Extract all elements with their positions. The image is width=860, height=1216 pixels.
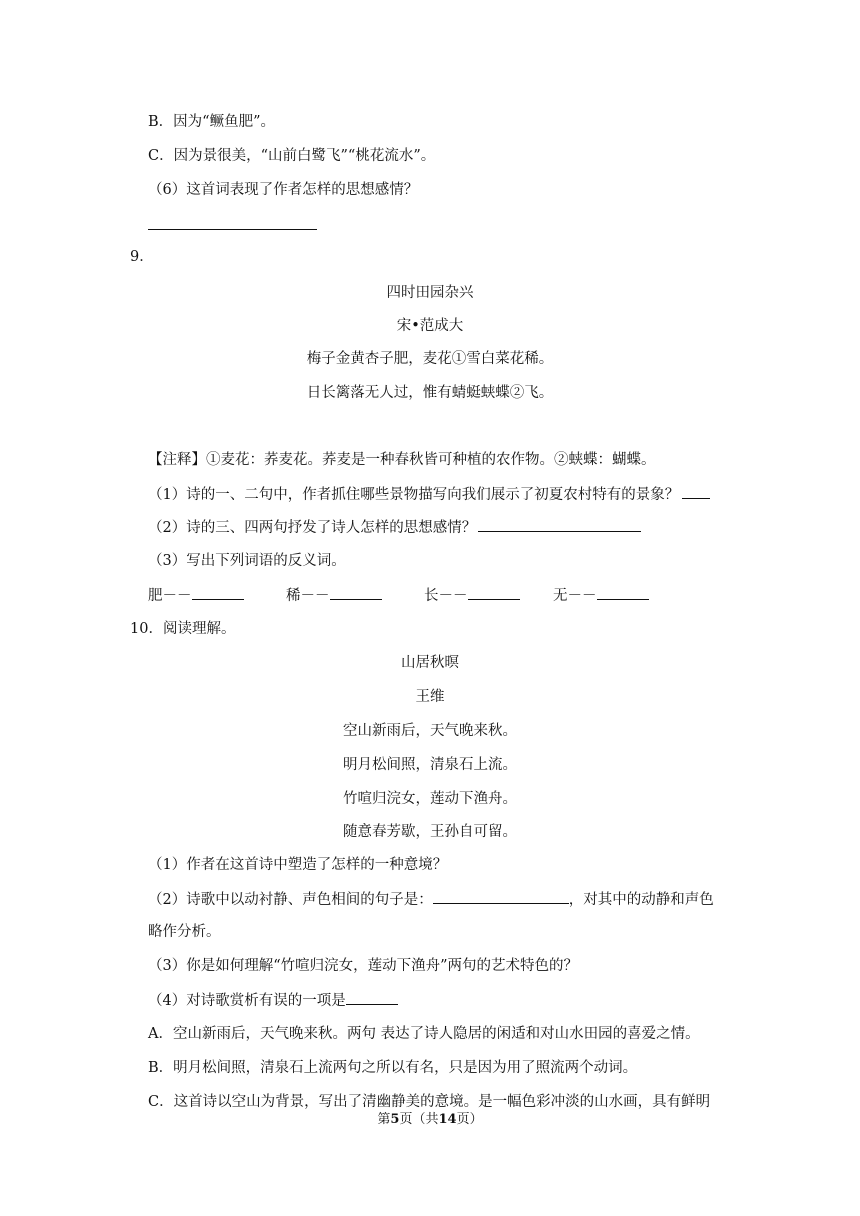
answer-line (148, 229, 317, 230)
question-10-number: 10．阅读理解。 (130, 621, 236, 637)
option-a: A．空山新雨后，天气晚来秋。两句 表达了诗人隐居的闲适和对山水田园的喜爱之情。 (148, 1026, 700, 1042)
poem-line-3: 竹喧归浣女，莲动下渔舟。 (343, 791, 517, 807)
antonym-item (424, 585, 520, 606)
poem-line-4: 随意春芳歇，王孙自可留。 (343, 824, 517, 840)
sub-question-2-text-cont: ，对其中的动静和声色 (568, 892, 714, 908)
sub-question-4-text: （4）对诗歌赏析有误的一项是 (148, 993, 346, 1009)
answer-blank (330, 585, 382, 600)
antonym-item (148, 585, 244, 606)
answer-blank (468, 585, 520, 600)
option-c: C．这首诗以空山为背景，写出了清幽静美的意境。是一幅色彩冲淡的山水画，具有鲜明 (148, 1094, 711, 1110)
poem-line-2: 明月松间照，清泉石上流。 (343, 757, 517, 773)
poem-author: 王维 (415, 689, 445, 705)
option-b: B．因为“鳜鱼肥”。 (148, 114, 275, 130)
sub-question-6: （6）这首词表现了作者怎样的思想感情？ (148, 182, 419, 198)
antonym-label: 肥－－ (148, 588, 192, 604)
poem-note: 【注释】①麦花：荞麦花。荞麦是一种春秋皆可种植的农作物。②蛱蝶：蝴蝶。 (148, 452, 656, 468)
answer-blank (433, 889, 569, 904)
total-pages: 14 (438, 1112, 457, 1127)
footer-pre: 第 (377, 1112, 391, 1127)
answer-blank (346, 990, 398, 1005)
sub-question-3: （3）写出下列词语的反义词。 (148, 553, 346, 569)
sub-question-2-text: （2）诗歌中以动衬静、声色相间的句子是： (148, 892, 433, 908)
poem-title: 山居秋暝 (401, 655, 459, 671)
footer-mid: 页（共 (399, 1112, 439, 1127)
poem-line-2: 日长篱落无人过，惟有蜻蜓蛱蝶②飞。 (306, 385, 554, 401)
option-c: C．因为景很美，“山前白鹭飞”“桃花流水”。 (148, 148, 436, 164)
footer-post: 页） (456, 1112, 483, 1127)
sub-question-4 (148, 990, 398, 1011)
page-footer (0, 1110, 860, 1130)
sub-question-1: （1）作者在这首诗中塑造了怎样的一种意境？ (148, 857, 448, 873)
question-9-number: 9． (130, 249, 154, 265)
sub-question-3: （3）你是如何理解“竹喧归浣女，莲动下渔舟”两句的艺术特色的？ (148, 958, 579, 974)
answer-blank (597, 585, 649, 600)
option-b: B．明月松间照，清泉石上流两句之所以有名，只是因为用了照流两个动词。 (148, 1060, 638, 1076)
answer-blank (192, 585, 244, 600)
antonym-item (553, 585, 649, 606)
sub-question-2-text: （2）诗的三、四两句抒发了诗人怎样的思想感情？ (148, 520, 477, 536)
poem-author: 宋•范成大 (396, 318, 464, 334)
sub-question-2 (148, 889, 714, 910)
answer-blank (682, 484, 710, 499)
poem-line-1: 梅子金黄杏子肥，麦花①雪白菜花稀。 (306, 351, 554, 367)
sub-question-2 (148, 517, 641, 538)
sub-question-2-cont: 略作分析。 (148, 924, 221, 940)
sub-question-1 (148, 484, 710, 505)
antonym-label: 无－－ (553, 588, 597, 604)
antonym-label: 稀－－ (286, 588, 330, 604)
poem-title: 四时田园杂兴 (386, 285, 474, 301)
answer-blank (478, 517, 641, 532)
antonym-label: 长－－ (424, 588, 468, 604)
antonym-item (286, 585, 382, 606)
sub-question-1-text: （1）诗的一、二句中，作者抓住哪些景物描写向我们展示了初夏农村特有的景象？ (148, 487, 680, 503)
page-number: 5 (390, 1112, 400, 1127)
poem-line-1: 空山新雨后，天气晚来秋。 (343, 723, 517, 739)
